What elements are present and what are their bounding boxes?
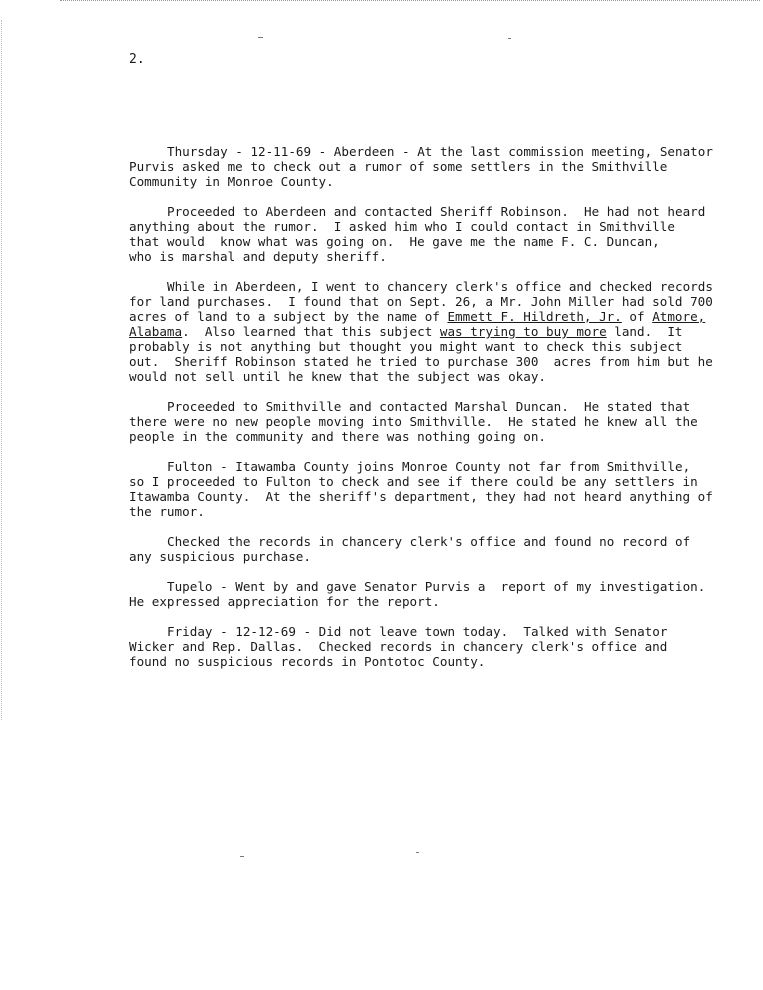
page-left-edge xyxy=(1,20,3,720)
scan-speck xyxy=(258,37,263,38)
text-line: who is marshal and deputy sheriff. xyxy=(129,249,387,264)
text-line: Purvis asked me to check out a rumor of some settlers in the Smithville xyxy=(129,159,668,174)
page-number: 2. xyxy=(129,52,145,67)
text-line: probably is not anything but thought you might want to check this subject xyxy=(129,339,683,354)
text-line: out. Sheriff Robinson stated he tried to purchase 300 acres from him but he xyxy=(129,354,713,369)
paragraph-thursday-aberdeen xyxy=(129,144,719,189)
paragraph-marshal-duncan xyxy=(129,399,719,444)
text-line: While in Aberdeen, I went to chancery clerk's office and checked records xyxy=(167,279,713,294)
document-body xyxy=(129,144,719,684)
text-line: Friday - 12-12-69 - Did not leave town today. Talked with Senator xyxy=(167,624,668,639)
paragraph-sheriff-robinson xyxy=(129,204,719,264)
text-line: Tupelo - Went by and gave Senator Purvis a report of my investigation. xyxy=(167,579,706,594)
text-line: for land purchases. I found that on Sept. 26, a Mr. John Miller had sold 700 xyxy=(129,294,713,309)
text-line: people in the community and there was nothing going on. xyxy=(129,429,547,444)
paragraph-fulton xyxy=(129,459,719,519)
text-line: anything about the rumor. I asked him who I could contact in Smithville xyxy=(129,219,675,234)
page-top-edge xyxy=(60,0,760,3)
text-line: He expressed appreciation for the report. xyxy=(129,594,440,609)
text-line: Itawamba County. At the sheriff's department, they had not heard anything of xyxy=(129,489,713,504)
text-line: there were no new people moving into Smithville. He stated he knew all the xyxy=(129,414,698,429)
text-line: Community in Monroe County. xyxy=(129,174,334,189)
paragraph-friday xyxy=(129,624,719,669)
scan-speck xyxy=(240,856,244,857)
text-line: that would know what was going on. He gave me the name F. C. Duncan, xyxy=(129,234,660,249)
text-line: any suspicious purchase. xyxy=(129,549,311,564)
text-line: would not sell until he knew that the subject was okay. xyxy=(129,369,547,384)
text-line-underlined-names: Alabama. Also learned that this subject was trying to buy more land. It xyxy=(129,324,683,339)
text-line: so I proceeded to Fulton to check and see if there could be any settlers in xyxy=(129,474,698,489)
scan-speck xyxy=(508,38,511,39)
text-line: Proceeded to Aberdeen and contacted Sheriff Robinson. He had not heard xyxy=(167,204,706,219)
text-line: Fulton - Itawamba County joins Monroe County not far from Smithville, xyxy=(167,459,691,474)
text-line: the rumor. xyxy=(129,504,205,519)
text-line: Thursday - 12-11-69 - Aberdeen - At the last commission meeting, Senator xyxy=(167,144,713,159)
text-line: Checked the records in chancery clerk's office and found no record of xyxy=(167,534,691,549)
paragraph-chancery-no-record xyxy=(129,534,719,564)
paragraph-tupelo xyxy=(129,579,719,609)
paragraph-chancery-records xyxy=(129,279,719,384)
text-line: Proceeded to Smithville and contacted Marshal Duncan. He stated that xyxy=(167,399,691,414)
text-line-underlined-names: acres of land to a subject by the name of Emmett F. Hildreth, Jr. of Atmore, xyxy=(129,309,706,324)
scan-speck xyxy=(416,852,419,853)
text-line: Wicker and Rep. Dallas. Checked records in chancery clerk's office and xyxy=(129,639,668,654)
text-line: found no suspicious records in Pontotoc County. xyxy=(129,654,486,669)
